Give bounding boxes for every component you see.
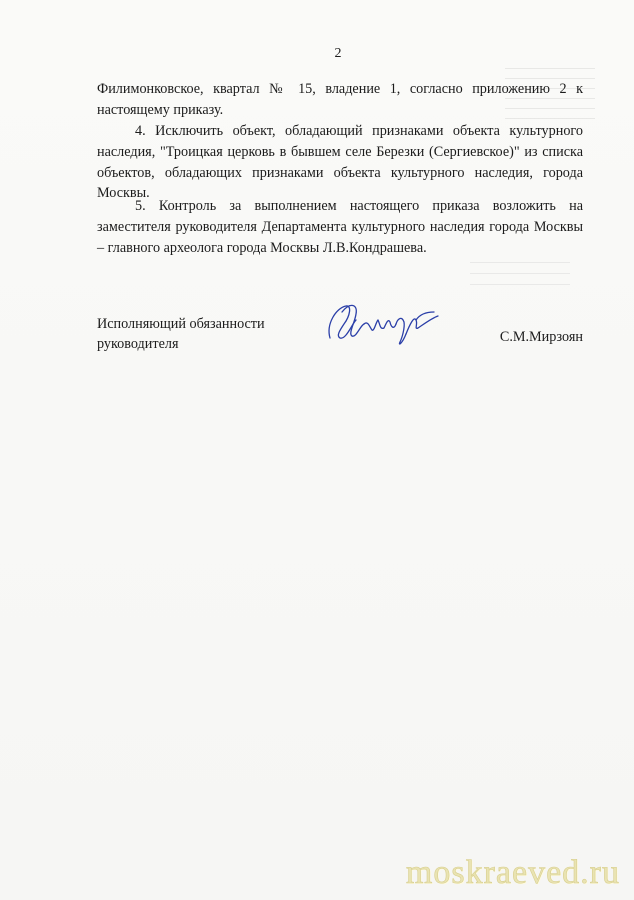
signatory-name: С.М.Мирзоян: [499, 329, 583, 345]
page-number: 2: [334, 46, 342, 61]
paragraph-continuation-text: Филимонковское, квартал № 15, владение 1, согласно приложению 2 к настоящему приказу.: [97, 81, 583, 118]
paragraph-item-4-text: 4. Исключить объект, обладающий признаками объекта культурного наследия, "Троицкая церковь в бывшем селе Березки (Сергиевское)" из списка объектов, обладающих признаками объекта культурного наследия, города Москвы.: [97, 123, 583, 202]
paragraph-item-5: [97, 196, 583, 258]
handwritten-signature: [322, 294, 442, 348]
paragraph-item-5-text: 5. Контроль за выполнением настоящего приказа возложить на заместителя руководителя Департамента культурного наследия города Москвы – главного археолога города Москвы Л.В.Кондрашева.: [97, 198, 583, 256]
bleed-through-marks-lower: [470, 262, 570, 302]
signatory-position-line-2: руководителя: [97, 336, 179, 352]
paragraph-continuation: [97, 79, 583, 121]
signatory-position: [97, 314, 265, 354]
site-watermark: moskraeved.ru: [405, 854, 620, 891]
paragraph-item-4: [97, 121, 583, 204]
signatory-position-line-1: Исполняющий обязанности: [97, 316, 265, 332]
